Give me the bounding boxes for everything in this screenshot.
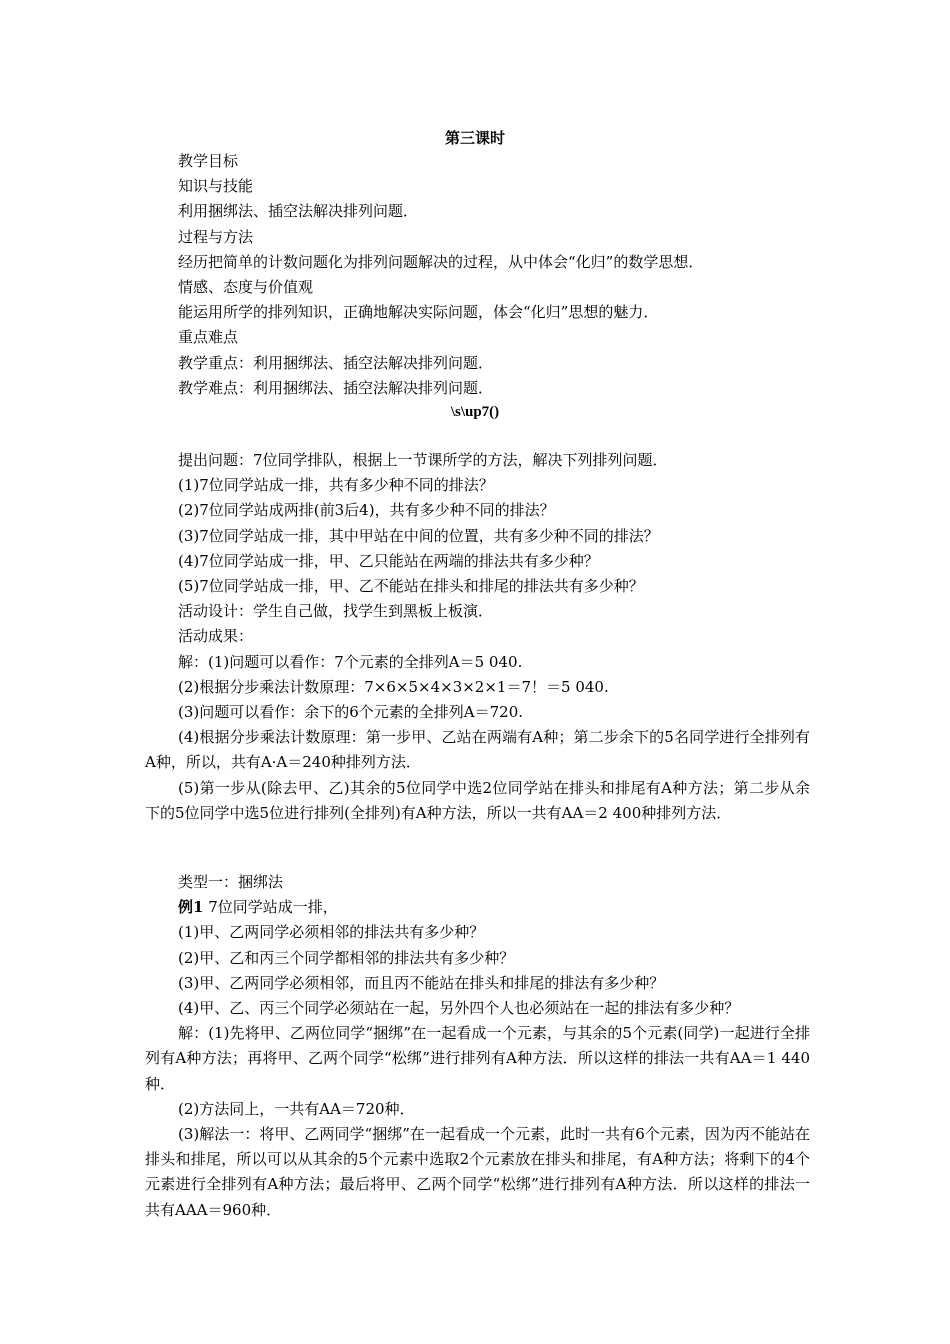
intro-line: (3)问题可以看作：余下的6个元素的全排列A＝720. (178, 703, 524, 722)
intro-line: (2)根据分步乘法计数原理：7×6×5×4×3×2×1＝7！＝5 040. (178, 677, 609, 696)
intro-line: (1)7位同学站成一排，共有多少种不同的排法？ (178, 476, 494, 495)
objective-line: 知识与技能 (178, 177, 254, 196)
objective-line: 教学目标 (178, 152, 239, 170)
example-item: (4)甲、乙、丙三个同学必须站在一起，另外四个人也必须站在一起的排法有多少种？ (178, 999, 740, 1018)
example-label: 例1 (178, 898, 204, 917)
intro-line: 解：(1)问题可以看作：7个元素的全排列A＝5 040. (178, 652, 523, 671)
objective-line: 过程与方法 (178, 227, 254, 246)
intro-line: 活动设计：学生自己做，找学生到黑板上板演． (178, 602, 494, 621)
intro-section (145, 448, 810, 826)
intro-line: (3)7位同学站成一排，其中甲站在中间的位置，共有多少种不同的排法？ (178, 526, 659, 545)
example-item: (2)甲、乙和丙三个同学都相邻的排法共有多少种？ (178, 948, 515, 967)
intro-line: (5)7位同学站成一排，甲、乙不能站在排头和排尾的排法共有多少种？ (178, 577, 644, 596)
example-item: (1)甲、乙两同学必须相邻的排法共有多少种？ (178, 923, 485, 942)
objective-line: 情感、态度与价值观 (178, 278, 314, 297)
example-text: 7位同学站成一排， (203, 898, 338, 917)
answer-paragraph-4: (4)根据分步乘法计数原理：第一步甲、乙站在两端有A种；第二步余下的5名同学进行全排列有A种，所以，共有A·A＝240种排列方法． (145, 728, 810, 772)
objective-line: 利用捆绑法、插空法解决排列问题． (178, 202, 419, 221)
section-subheading: \s\up7() (450, 404, 500, 420)
intro-line: (4)7位同学站成一排，甲、乙只能站在两端的排法共有多少种？ (178, 551, 599, 570)
type-heading: 类型一：捆绑法 (178, 873, 284, 891)
solution-paragraph-3: (3)解法一：将甲、乙两同学“捆绑”在一起看成一个元素，此时一共有6个元素，因为丙不能站在排头和排尾，所以可以从其余的5个元素中选取2个元素放在排头和排尾，有A种方法；将剩下的4个元素进行全排列有A种方法；最后将甲、乙两个同学“松绑”进行排列有A种方法．所以这样的排法一共有AAA＝960种． (145, 1125, 810, 1219)
answer-paragraph-5: (5)第一步从(除去甲、乙)其余的5位同学中选2位同学站在排头和排尾有A种方法；第二步从余下的5位同学中选5位进行排列(全排列)有A种方法，所以一共有AA＝2 400种排列方法． (145, 778, 810, 822)
objective-line: 能运用所学的排列知识，正确地解决实际问题，体会“化归”思想的魅力． (178, 303, 659, 322)
example-item: (3)甲、乙两同学必须相邻，而且丙不能站在排头和排尾的排法有多少种？ (178, 973, 665, 992)
objective-line: 经历把简单的计数问题化为排列问题解决的过程，从中体会“化归”的数学思想． (178, 252, 704, 271)
intro-line: (2)7位同学站成两排(前3后4)，共有多少种不同的排法？ (178, 501, 555, 520)
solution-paragraph-2: (2)方法同上，一共有AA＝720种． (178, 1099, 415, 1118)
intro-line: 提出问题：7位同学排队，根据上一节课所学的方法，解决下列排列问题． (178, 451, 668, 469)
example-intro (145, 895, 810, 920)
objectives-section (145, 149, 810, 401)
objective-line: 重点难点 (178, 328, 239, 347)
solution-paragraph-1: 解：(1)先将甲、乙两位同学“捆绑”在一起看成一个元素，与其余的5个元素(同学)一起进行全排列有A种方法；再将甲、乙两个同学“松绑”进行排列有A种方法．所以这样的排法一共有AA＝1 440种． (145, 1024, 810, 1093)
objective-line: 教学重点：利用捆绑法、插空法解决排列问题． (178, 353, 494, 372)
lesson-title: 第三课时 (444, 129, 505, 147)
example-section (145, 870, 810, 1223)
intro-line: 活动成果： (178, 627, 254, 646)
objective-line: 教学难点：利用捆绑法、插空法解决排列问题． (178, 378, 494, 397)
